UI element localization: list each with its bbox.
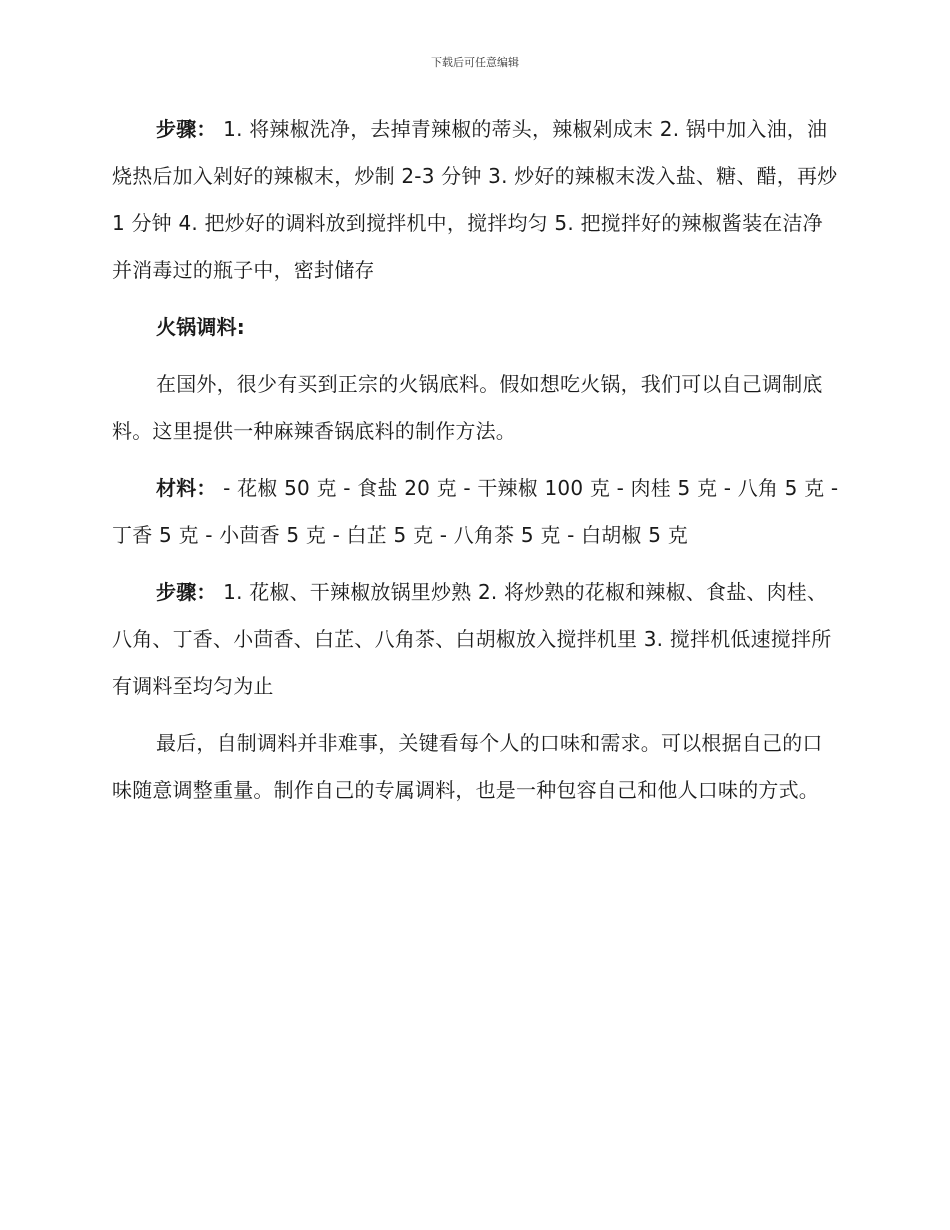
intro-paragraph xyxy=(112,361,840,455)
document-body xyxy=(112,106,840,824)
materials-label: 材料： xyxy=(156,476,217,500)
conclusion-text: 最后，自制调料并非难事，关键看每个人的口味和需求。可以根据自己的口味随意调整重量。制作自己的专属调料，也是一种包容自己和他人口味的方式。 xyxy=(112,731,823,802)
steps-text-2: 1. 花椒、干辣椒放锅里炒熟 2. 将炒熟的花椒和辣椒、食盐、肉桂、八角、丁香、小茴香、白芷、八角茶、白胡椒放入搅拌机里 3. 搅拌机低速搅拌所有调料至均匀为止 xyxy=(112,580,832,698)
conclusion-paragraph xyxy=(112,720,840,814)
steps-paragraph-1 xyxy=(112,106,840,294)
intro-text: 在国外，很少有买到正宗的火锅底料。假如想吃火锅，我们可以自己调制底料。这里提供一种麻辣香锅底料的制作方法。 xyxy=(112,372,823,443)
steps-label-1: 步骤： xyxy=(156,117,217,141)
materials-paragraph xyxy=(112,465,840,559)
steps-text-1: 1. 将辣椒洗净，去掉青辣椒的蒂头，辣椒剁成末 2. 锅中加入油，油烧热后加入剁好的辣椒末，炒制 2-3 分钟 3. 炒好的辣椒末泼入盐、糖、醋，再炒 1 分钟 4. 把炒好的调料放到搅拌机中，搅拌均匀 5. 把搅拌好的辣椒酱装在洁净并消毒过的瓶子中，密封储存 xyxy=(112,117,838,282)
steps-paragraph-2 xyxy=(112,569,840,710)
hotpot-heading xyxy=(112,304,840,351)
hotpot-heading-label: 火锅调料: xyxy=(156,315,245,339)
page-header: 下载后可任意编辑 xyxy=(431,56,519,69)
steps-label-2: 步骤： xyxy=(156,580,217,604)
materials-text: - 花椒 50 克 - 食盐 20 克 - 干辣椒 100 克 - 肉桂 5 克 - 八角 5 克 - 丁香 5 克 - 小茴香 5 克 - 白芷 5 克 - 八角茶 5 克 - 白胡椒 5 克 xyxy=(112,476,839,547)
